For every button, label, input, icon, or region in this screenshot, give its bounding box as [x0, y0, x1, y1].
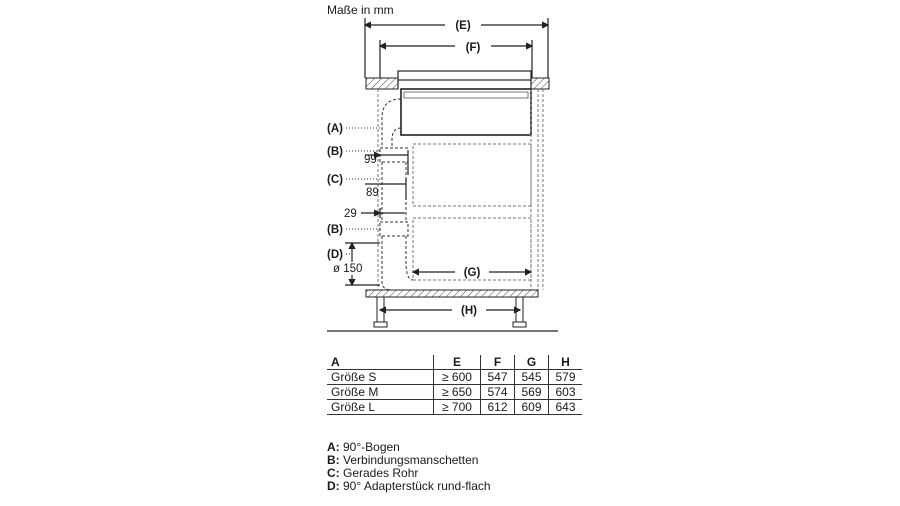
legend-item	[327, 480, 491, 493]
dimension-99	[364, 150, 408, 175]
size-table	[327, 355, 582, 415]
label-d: (D)	[327, 249, 343, 261]
table-cell: 547	[481, 370, 515, 385]
dimension-g	[413, 265, 531, 279]
table-cell: 609	[515, 400, 549, 415]
worktop	[366, 71, 549, 89]
table-header: A	[327, 355, 434, 370]
table-cell: 574	[481, 385, 515, 400]
table-cell: 643	[549, 400, 583, 415]
label-a: (A)	[327, 123, 343, 135]
table-header: F	[481, 355, 515, 370]
label-e: (E)	[455, 20, 471, 32]
legend-key: A:	[327, 440, 340, 454]
table-cell: ≥ 700	[434, 400, 481, 415]
table-cell: 603	[549, 385, 583, 400]
table-cell: 612	[481, 400, 515, 415]
table-cell: Größe M	[327, 385, 434, 400]
label-h: (H)	[461, 305, 477, 317]
table-cell: Größe L	[327, 400, 434, 415]
legend-text: 90°-Bogen	[339, 440, 400, 454]
legend-text: Gerades Rohr	[339, 466, 419, 480]
table-header-row	[327, 355, 582, 370]
label-b-upper: (B)	[327, 146, 343, 158]
table-cell: ≥ 600	[434, 370, 481, 385]
legend-key: B:	[327, 453, 340, 467]
table-row	[327, 400, 582, 415]
table-row	[327, 370, 582, 385]
label-c: (C)	[327, 174, 343, 186]
table-header: E	[434, 355, 481, 370]
table-row	[327, 385, 582, 400]
dimension-h	[380, 303, 520, 317]
dimension-29	[344, 208, 405, 220]
dimension-89	[365, 178, 406, 200]
table-cell: 579	[549, 370, 583, 385]
legend-text: Verbindungsmanschetten	[339, 453, 479, 467]
legend-text: 90° Adapterstück rund-flach	[339, 479, 491, 493]
label-f: (F)	[465, 42, 481, 54]
table-cell: 569	[515, 385, 549, 400]
table-cell: 545	[515, 370, 549, 385]
measure-150: ø 150	[333, 263, 363, 275]
table-cell: Größe S	[327, 370, 434, 385]
table-header: H	[549, 355, 583, 370]
measure-29: 29	[344, 208, 357, 220]
label-b-lower: (B)	[327, 224, 343, 236]
cooktop-unit	[401, 89, 531, 135]
label-g: (G)	[463, 267, 481, 279]
table-header: G	[515, 355, 549, 370]
legend	[327, 441, 491, 493]
legend-key: C:	[327, 466, 340, 480]
measure-89: 89	[366, 187, 379, 199]
drawing-title: Maße in mm	[327, 3, 394, 17]
legend-key: D:	[327, 479, 340, 493]
measure-99: 99	[364, 154, 377, 166]
table-cell: ≥ 650	[434, 385, 481, 400]
